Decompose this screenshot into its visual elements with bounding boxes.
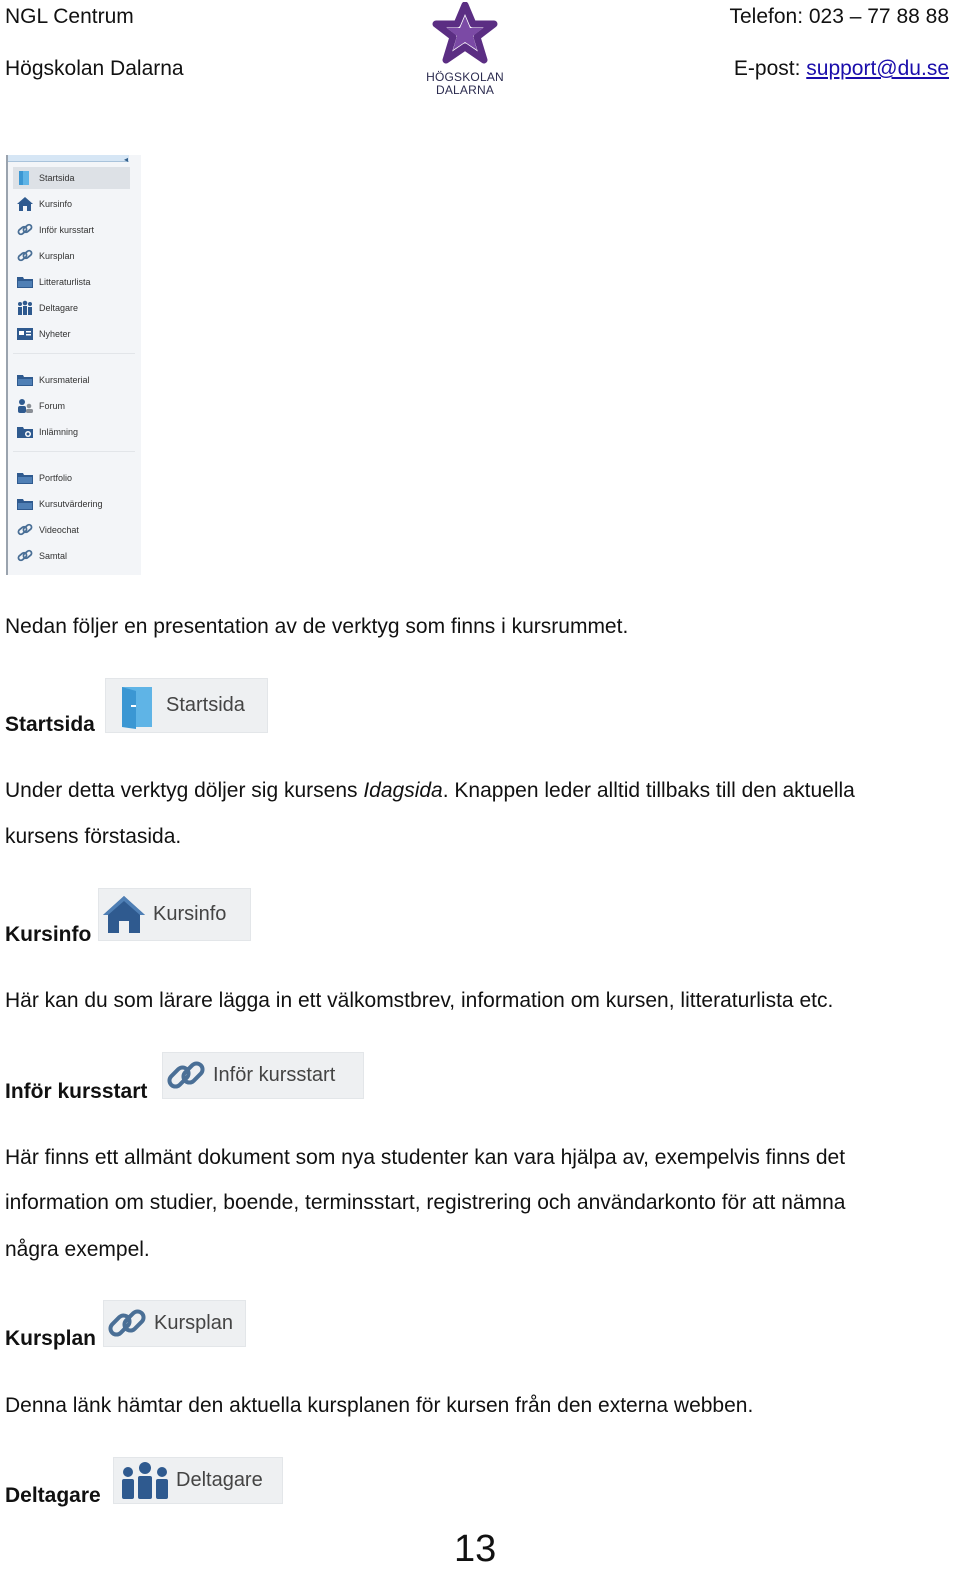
startsida-text-emphasis: Idagsida [363, 779, 443, 802]
startsida-button-image [105, 678, 268, 733]
sidebar-item-kursplan[interactable] [13, 245, 130, 267]
sidebar-item-nyheter[interactable] [13, 323, 130, 345]
logo-text-line2: DALARNA [435, 83, 495, 97]
infor-description-line1: Här finns ett allmänt dokument som nya studenter kan vara hjälpa av, exempelvis finns det [5, 1146, 846, 1169]
link-icon [106, 1303, 148, 1345]
link-icon [16, 248, 34, 264]
people-icon [118, 1460, 172, 1502]
sidebar-item-label: Inför kursstart [39, 225, 95, 235]
startsida-text-part: Under detta verktyg döljer sig kursens [5, 779, 364, 802]
sidebar-item-videochat[interactable] [13, 519, 130, 541]
sidebar-item-label: Kursinfo [39, 199, 73, 209]
sidebar-item-forum[interactable] [13, 395, 130, 417]
deltagare-button-image [113, 1457, 283, 1504]
door-icon [114, 683, 160, 729]
sidebar-item-label: Forum [39, 401, 66, 411]
startsida-heading: Startsida [5, 713, 95, 736]
sidebar-top-bar [8, 155, 129, 162]
sidebar-item-kursutvardering[interactable] [13, 493, 130, 515]
link-icon [16, 548, 34, 564]
org-name: NGL Centrum [5, 5, 134, 28]
link-icon [16, 222, 34, 238]
intro-text: Nedan följer en presentation av de verktyg som finns i kursrummet. [5, 615, 629, 638]
deltagare-heading: Deltagare [5, 1484, 101, 1507]
sidebar-divider [13, 353, 135, 354]
sidebar-item-startsida[interactable] [13, 167, 130, 189]
phone-number: Telefon: 023 – 77 88 88 [729, 5, 949, 28]
kursinfo-description: Här kan du som lärare lägga in ett välkomstbrev, information om kursen, litteraturlista etc. [5, 989, 834, 1012]
sidebar-item-infor-kursstart[interactable] [13, 219, 130, 241]
sidebar-item-label: Startsida [39, 173, 75, 183]
sidebar-item-kursmaterial[interactable] [13, 369, 130, 391]
sidebar-item-label: Litteraturlista [39, 277, 91, 287]
inbox-icon [16, 424, 34, 440]
startsida-description-line2: kursens förstasida. [5, 825, 182, 848]
page-number: 13 [454, 1528, 497, 1570]
email-line [734, 57, 949, 81]
star-logo-icon [430, 2, 500, 68]
kursplan-heading: Kursplan [5, 1327, 97, 1350]
deltagare-button-label: Deltagare [176, 1469, 263, 1491]
sidebar-item-deltagare[interactable] [13, 297, 130, 319]
sidebar-item-label: Nyheter [39, 329, 71, 339]
logo-text-line1: HÖGSKOLAN [426, 70, 504, 84]
kursinfo-button-image [98, 888, 251, 941]
sidebar-item-label: Kursutvärdering [39, 499, 103, 509]
course-sidebar-screenshot [6, 155, 141, 575]
link-icon [165, 1055, 207, 1097]
collapse-arrow-icon[interactable]: ◂ [123, 155, 128, 164]
sidebar-item-portfolio[interactable] [13, 467, 130, 489]
infor-description-line3: några exempel. [5, 1238, 150, 1261]
folder-icon [16, 372, 34, 388]
sidebar-item-inlamning[interactable] [13, 421, 130, 443]
kursplan-description: Denna länk hämtar den aktuella kursplanen för kursen från den externa webben. [5, 1394, 754, 1417]
folder-icon [16, 470, 34, 486]
sidebar-divider [13, 451, 135, 452]
sidebar-item-label: Portfolio [39, 473, 73, 483]
sidebar-item-label: Kursplan [39, 251, 75, 261]
link-icon [16, 522, 34, 538]
sidebar-item-label: Samtal [39, 551, 68, 561]
infor-kursstart-button-image [162, 1052, 364, 1099]
house-icon [16, 196, 34, 212]
sidebar-item-label: Inlämning [39, 427, 79, 437]
sidebar-item-samtal[interactable] [13, 545, 130, 567]
kursinfo-button-label: Kursinfo [153, 903, 227, 925]
house-icon [101, 893, 147, 937]
kursplan-button-image [103, 1300, 246, 1347]
kursplan-button-label: Kursplan [154, 1312, 233, 1334]
door-icon [16, 170, 34, 186]
infor-kursstart-button-label: Inför kursstart [213, 1064, 336, 1086]
folder-icon [16, 274, 34, 290]
sidebar-item-label: Deltagare [39, 303, 79, 313]
school-name: Högskolan Dalarna [5, 57, 184, 80]
people-icon [16, 300, 34, 316]
folder-icon [16, 496, 34, 512]
news-icon [16, 326, 34, 342]
email-label: E-post: [733, 57, 807, 80]
hogskolan-dalarna-logo [420, 2, 510, 97]
sidebar-item-label: Kursmaterial [39, 375, 90, 385]
infor-kursstart-heading: Inför kursstart [5, 1080, 148, 1103]
startsida-button-label: Startsida [166, 694, 245, 716]
startsida-text-part: . Knappen leder alltid tillbaks till den aktuella [442, 779, 855, 802]
kursinfo-heading: Kursinfo [5, 923, 92, 946]
email-link[interactable]: support@du.se [806, 57, 949, 80]
sidebar-item-litteraturlista[interactable] [13, 271, 130, 293]
forum-icon [16, 398, 34, 414]
infor-description-line2: information om studier, boende, terminsstart, registrering och användarkonto för att nämna [5, 1191, 846, 1214]
sidebar-item-label: Videochat [39, 525, 79, 535]
sidebar-item-kursinfo[interactable] [13, 193, 130, 215]
startsida-description-line1 [5, 779, 855, 803]
